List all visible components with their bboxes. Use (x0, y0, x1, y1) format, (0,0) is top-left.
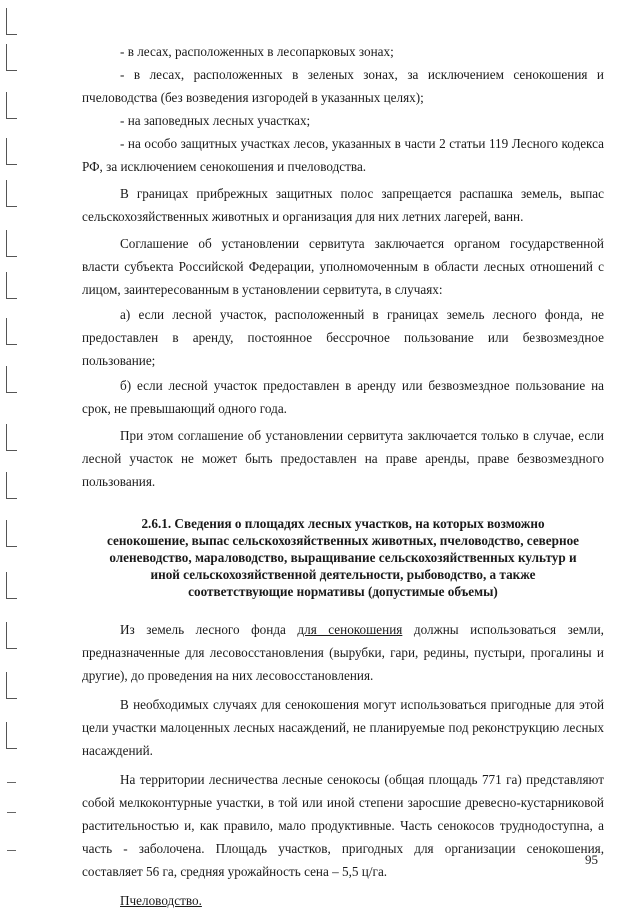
paragraph-haymaking-start: Из земель лесного фонда (120, 622, 298, 637)
binding-mark (6, 272, 17, 299)
list-item: - в лесах, расположенных в зеленых зонах, за исключением сенокошения и пчеловодства (без возведения изгородей в указанных целях); (82, 67, 604, 105)
haymaking-underlined: для сенокошения (297, 622, 403, 637)
document-page (82, 40, 604, 912)
binding-mark (6, 520, 17, 547)
paragraph-servitude: Соглашение об установлении сервитута заключается органом государственной власти субъекта Российской Федерации, уполномоченным в области лесных отношений с лицом, заинтересованным в установлении сервитута, в случаях: (82, 236, 604, 297)
binding-mark (6, 8, 17, 35)
binding-mark (6, 572, 17, 599)
paragraph-coastal-zones: В границах прибрежных защитных полос запрещается распашка земель, выпас сельскохозяйственных животных и организация для них летних лагерей, ванн. (82, 186, 604, 224)
section-heading: 2.6.1. Сведения о площадях лесных участков, на которых возможно сенокошение, выпас сельскохозяйственных животных, пчеловодство, северное оленеводство, мараловодство, выращивание сельскохозяйственных культур и иной сельскохозяйственной деятельности, рыбоводство, а также соответствующие нормативы (допустимые объемы) (106, 516, 580, 599)
paragraph-hayfields-territory: На территории лесничества лесные сенокосы (общая площадь 771 га) представляют собой мелкоконтурные участки, в той или иной степени заросшие древесно-кустарниковой растительностью и, как правило, мало продуктивные. Часть сенокосов труднодоступна, а часть - заболочена. Площадь участков, пригодных для организации сенокошения, составляет 56 га, средняя урожайность сена – 5,5 ц/га. (82, 772, 604, 879)
binding-margin (0, 0, 28, 905)
list-item: - в лесах, расположенных в лесопарковых зонах; (120, 44, 394, 59)
beekeeping-title: Пчеловодство. (120, 893, 202, 908)
binding-mark (6, 366, 17, 393)
binding-dash (7, 850, 16, 851)
binding-dash (7, 782, 16, 783)
page-number: 95 (585, 852, 598, 867)
binding-mark (6, 92, 17, 119)
paragraph-case-a: а) если лесной участок, расположенный в границах земель лесного фонда, не предоставлен в аренду, постоянное бессрочное пользование или безвозмездное пользование; (82, 307, 604, 368)
subsection-beekeeping (82, 889, 604, 912)
binding-mark (6, 44, 17, 71)
paragraph-haymaking-end: должны использоваться земли, предназначенные для лесовосстановления (вырубки, гари, редины, пустыри, прогалины и другие), до проведения на них лесовосстановления. (82, 622, 604, 683)
binding-mark (6, 672, 17, 699)
paragraph-haymaking (82, 618, 604, 687)
paragraph-servitude-condition: При этом соглашение об установлении сервитута заключается только в случае, если лесной участок не может быть предоставлен на праве аренды, праве безвозмездного пользования. (82, 428, 604, 489)
binding-mark (6, 230, 17, 257)
binding-mark (6, 424, 17, 451)
list-item: - на особо защитных участках лесов, указанных в части 2 статьи 119 Лесного кодекса РФ, за исключением сенокошения и пчеловодства. (82, 136, 604, 174)
binding-dash (7, 812, 16, 813)
binding-mark (6, 622, 17, 649)
list-item: - на заповедных лесных участках; (120, 113, 311, 128)
binding-mark (6, 180, 17, 207)
paragraph-low-value-stands: В необходимых случаях для сенокошения могут использоваться пригодные для этой цели участки малоценных лесных насаждений, не планируемые под реконструкцию лесных насаждений. (82, 697, 604, 758)
binding-mark (6, 722, 17, 749)
binding-mark (6, 318, 17, 345)
paragraph-case-b: б) если лесной участок предоставлен в аренду или безвозмездное пользование на срок, не превышающий одного года. (82, 378, 604, 416)
binding-mark (6, 472, 17, 499)
binding-mark (6, 138, 17, 165)
